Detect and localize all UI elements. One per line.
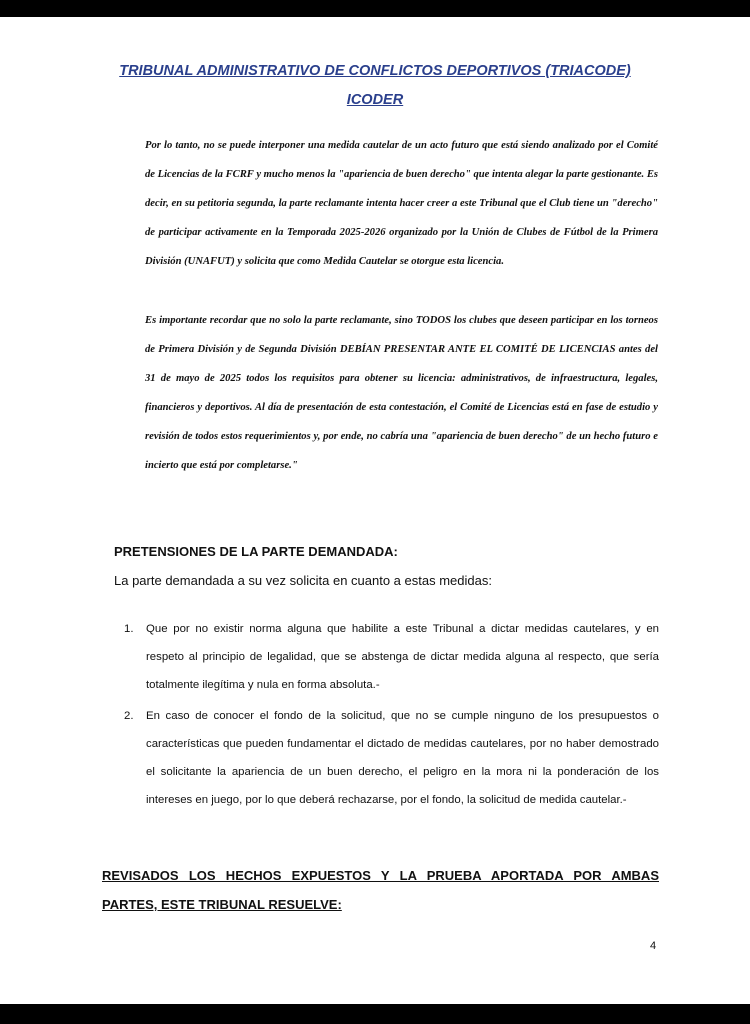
list-item-text: Que por no existir norma alguna que habilite a este Tribunal a dictar medidas cautelares, y en respeto al principio de legalidad, que se abstenga de dictar medida alguna al respecto, que sería totalmente ilegítima y nula en forma absoluta.- [146,623,659,691]
quote-paragraph-2 [145,306,658,481]
quote-emphasis-deadline: DEBÍAN PRESENTAR ANTE EL COMITÉ DE LICENCIAS [339,344,616,356]
quote-paragraph-1: Por lo tanto, no se puede interponer una medida cautelar de un acto futuro que está siendo analizado por el Comité de Licencias de la FCRF y mucho menos la "apariencia de buen derecho" que intenta alegar la parte gestionante. Es decir, en su petitoria segunda, la parte reclamante intenta hacer creer a este Tribunal que el Club tiene un "derecho" de participar activamente en la Temporada 2025-2026 organizado por la Unión de Clubes de Fútbol de la Primera División (UNAFUT) y solicita que como Medida Cautelar se otorgue esta licencia. [145,140,659,268]
resolution-heading-line-2: PARTES, ESTE TRIBUNAL RESUELVE: [102,897,342,912]
list-item-number: 1. [124,623,134,635]
top-black-bar [0,0,750,17]
header-title: TRIBUNAL ADMINISTRATIVO DE CONFLICTOS DEPORTIVOS (TRIACODE) [119,63,631,79]
list-item [124,615,659,699]
quote-text-before: Es importante recordar que no solo la parte reclamante, sino [145,315,416,326]
quote-text-after: antes del 31 de mayo de 2025 todos los requisitos para obtener su licencia: administrativos, de infraestructura, legales, financieros y deportivos. Al día de presentación de esta contestación, el Comité de Licencias está en fase de estudio y revisión de todos estos requerimientos y, por ende, no cabría una "apariencia de buen derecho" de un hecho futuro e incierto que está por completarse." [145,344,658,472]
bottom-black-bar [0,1004,750,1024]
resolution-heading-line-1: REVISADOS LOS HECHOS EXPUESTOS Y LA PRUEBA APORTADA POR AMBAS [102,868,659,883]
list-item [124,702,659,814]
header-subtitle: ICODER [346,92,404,108]
quote-text-middle: los clubes que deseen participar en los torneos de Primera División y de Segunda División [145,315,658,356]
page-number: 4 [650,940,657,952]
document-page [0,17,750,1004]
section-heading: PRETENSIONES DE LA PARTE DEMANDADA: [114,544,398,559]
quote-emphasis-todos: TODOS [415,315,451,326]
list-item-text: En caso de conocer el fondo de la solicitud, que no se cumple ninguno de los presupuestos o características que pueden fundamentar el dictado de medidas cautelares, por no haber demostrado el solicitante la apariencia de un buen derecho, el peligro en la mora ni la ponderación de los intereses en juego, por lo que deberá rechazarse, por el fondo, la solicitud de medida cautelar.- [146,710,659,806]
intro-text: La parte demandada a su vez solicita en cuanto a estas medidas: [114,573,492,588]
list-item-number: 2. [124,710,134,722]
